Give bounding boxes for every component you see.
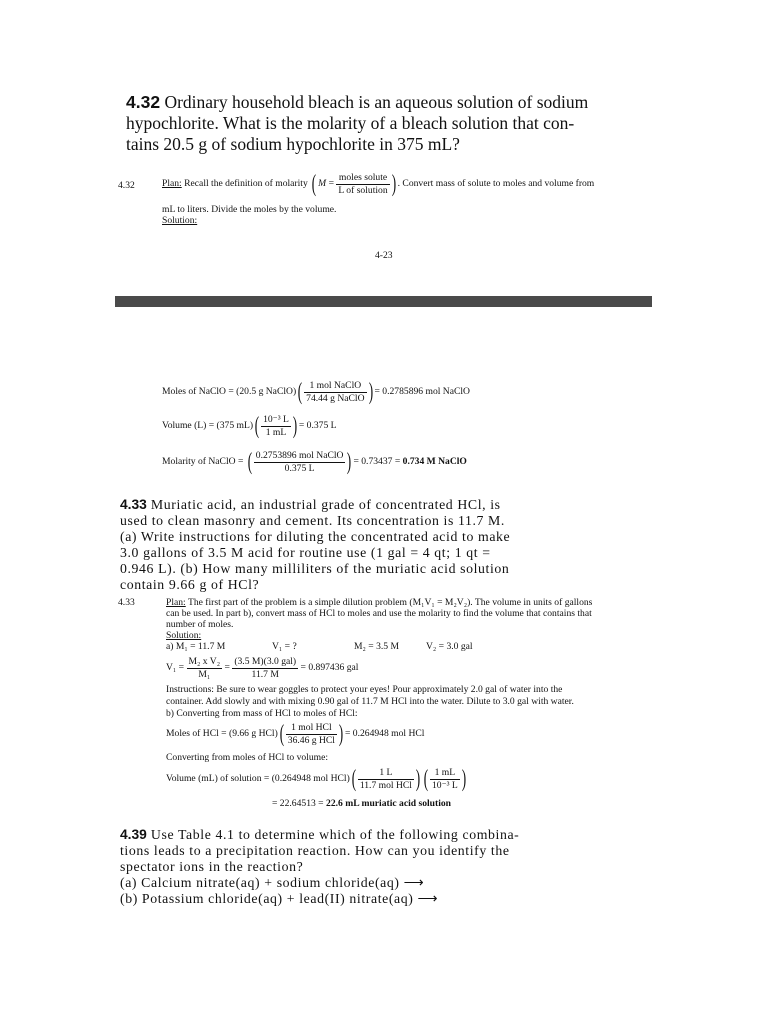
question-line: 4.33 Muriatic acid, an industrial grade of concentrated HCl, is	[120, 497, 501, 512]
question-line: contain 9.66 g of HCl?	[120, 577, 260, 592]
plan-line: can be used. In part b), convert mass of HCl to moles and use the molarity to find the volume that contains that	[166, 608, 592, 619]
molarity-equation: Molarity of NaClO = ( $\frac{\text{0.2753896 mol NaClO}}{0.375 L}$ ) = 0.73437 = 0.734 M NaClO	[162, 449, 467, 475]
plan-label: Plan:	[162, 178, 182, 190]
question-4-39	[120, 827, 650, 907]
part-b-line: b) Converting from mass of HCl to moles of HCl:	[166, 708, 358, 719]
question-number: 4.33	[120, 497, 147, 512]
instructions-line: Instructions: Be sure to wear goggles to protect your eyes! Pour approximately 2.0 gal of water into the	[166, 684, 563, 695]
solution-label: Solution:	[162, 215, 198, 226]
question-4-32	[126, 92, 666, 155]
question-line: 3.0 gallons of 3.5 M acid for routine use (1 gal = 4 qt; 1 qt =	[120, 545, 491, 560]
moles-naclo-equation: Moles of NaClO = (20.5 g NaClO)( $\frac{\text{1 mol NaClO}}{\text{74.44 g NaClO}}$ ) = 0.2785896 mol NaClO	[162, 379, 470, 405]
question-number: 4.32	[126, 92, 161, 112]
question-line: 0.946 L). (b) How many milliliters of the muriatic acid solution	[120, 561, 510, 576]
volume-equation: Volume (L) = (375 mL)( $\frac{\text{10⁻³ L}}{1 mL}$ ) = 0.375 L	[162, 413, 337, 439]
solution-number: 4.33	[118, 597, 135, 608]
molarity-definition-fraction: $\frac{\text{moles solute}}{\text{L of solution}}$	[338, 172, 388, 196]
plan-label: Plan:	[166, 597, 186, 608]
solution-number: 4.32	[118, 180, 135, 191]
question-line: (a) Calcium nitrate(aq) + sodium chloride(aq) ⟶	[120, 875, 425, 890]
volume-hcl-equation: Volume (mL) of solution = (0.264948 mol HCl)( $\frac{1 L}{\text{11.7 mol HCl}}$ ) ( $\frac{1 mL}{\text{10⁻³ L}}$ )	[166, 766, 466, 792]
molarity-symbol: M	[318, 178, 327, 190]
question-line: (a) Write instructions for diluting the concentrated acid to make	[120, 529, 511, 544]
answer: 0.734 M NaClO	[402, 456, 467, 468]
conversion-line: Converting from moles of HCl to volume:	[166, 752, 329, 763]
moles-hcl-equation: Moles of HCl = (9.66 g HCl)( $\frac{\text{1 mol HCl}}{\text{36.46 g HCl}}$ ) = 0.264948 mol HCl	[166, 721, 425, 747]
question-line: used to clean masonry and cement. Its concentration is 11.7 M.	[120, 513, 505, 528]
question-line: hypochlorite. What is the molarity of a bleach solution that con-	[126, 113, 575, 133]
solution-label: Solution:	[166, 630, 202, 641]
question-line: 4.32 Ordinary household bleach is an aqueous solution of sodium	[126, 92, 589, 112]
volume-result-line: = 22.64513 = 22.6 mL muriatic acid solution	[272, 798, 452, 809]
question-4-33	[120, 497, 650, 593]
question-line: (b) Potassium chloride(aq) + lead(II) nitrate(aq) ⟶	[120, 891, 438, 906]
plan-line: Plan: The first part of the problem is a simple dilution problem (M₁V₁ = M₂V₂). The volume in units of gallons	[166, 597, 593, 608]
question-line: spectator ions in the reaction?	[120, 859, 304, 874]
page-number: 4-23	[375, 250, 393, 261]
plan-line: Plan: Recall the definition of molarity ( M = $\frac{\text{moles solute}}{\text{L of solution}}$ ) . Convert mass of solute to moles and volume from	[162, 171, 595, 197]
dilution-equation: V₁ = $\frac{\text{M₂ x V₂}}{\text{M₁}}$ = $\frac{\text{(3.5 M)(3.0 gal)}}{11.7 M}$ = 0.897436 gal	[166, 656, 359, 680]
plan-line: mL to liters. Divide the moles by the volume.	[162, 204, 337, 215]
question-line: 4.39 Use Table 4.1 to determine which of the following combina-	[120, 827, 520, 842]
plan-line: number of moles.	[166, 619, 234, 630]
question-number: 4.39	[120, 827, 147, 842]
page-divider	[115, 296, 652, 307]
question-line: tains 20.5 g of sodium hypochlorite in 375 mL?	[126, 134, 460, 154]
question-line: tions leads to a precipitation reaction. How can you identify the	[120, 843, 510, 858]
answer: 22.6 mL muriatic acid solution	[326, 798, 452, 809]
instructions-line: container. Add slowly and with mixing 0.90 gal of 11.7 M HCl into the water. Dilute to 3.0 gal with water.	[166, 696, 574, 707]
